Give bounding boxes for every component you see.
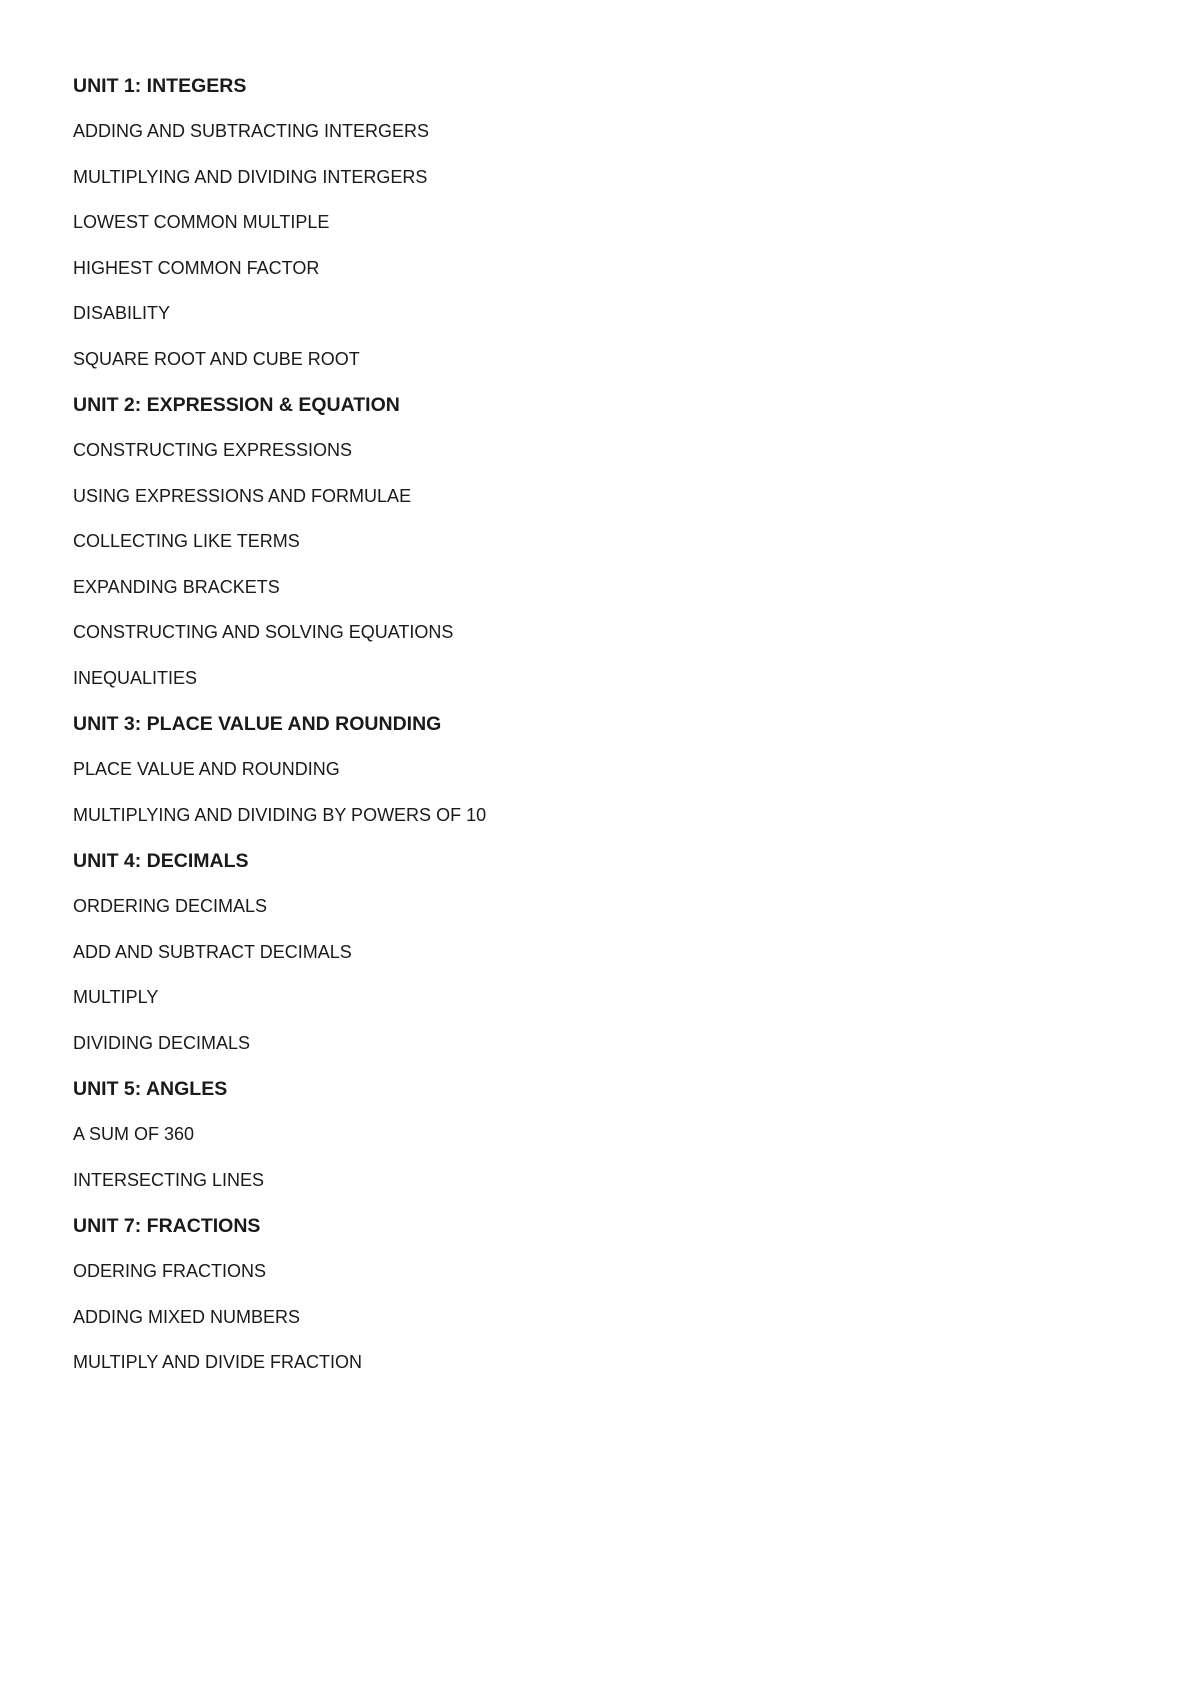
topic-item: A SUM OF 360 [73, 1124, 195, 1144]
topic-item: PLACE VALUE AND ROUNDING [73, 759, 340, 779]
unit-heading: UNIT 4: DECIMALS [73, 850, 249, 872]
topic-item: DIVIDING DECIMALS [73, 1032, 251, 1053]
topic-item: ADD AND SUBTRACT DECIMALS [73, 941, 352, 962]
topic-item: LOWEST COMMON MULTIPLE [73, 212, 330, 232]
topic-item: MULTIPLYING AND DIVIDING INTERGERS [73, 166, 428, 187]
topic-item: HIGHEST COMMON FACTOR [73, 257, 320, 278]
topic-item: INEQUALITIES [73, 667, 198, 688]
topic-item: ADDING AND SUBTRACTING INTERGERS [73, 121, 430, 141]
topic-item: CONSTRUCTING AND SOLVING EQUATIONS [73, 622, 454, 642]
document-page [73, 74, 1123, 1397]
unit-heading: UNIT 2: EXPRESSION & EQUATION [73, 394, 400, 416]
topic-item: ODERING FRACTIONS [73, 1261, 267, 1281]
unit-section [73, 1214, 1123, 1373]
topic-item: MULTIPLYING AND DIVIDING BY POWERS OF 10 [73, 804, 487, 825]
unit-section [73, 393, 1123, 689]
topic-item: USING EXPRESSIONS AND FORMULAE [73, 485, 412, 506]
topic-item: DISABILITY [73, 303, 171, 323]
topic-item: COLLECTING LIKE TERMS [73, 531, 300, 551]
topic-item: ADDING MIXED NUMBERS [73, 1306, 301, 1327]
topic-item: INTERSECTING LINES [73, 1169, 265, 1190]
topic-item: CONSTRUCTING EXPRESSIONS [73, 440, 353, 460]
unit-section [73, 1077, 1123, 1191]
unit-heading: UNIT 3: PLACE VALUE AND ROUNDING [73, 713, 442, 735]
topic-item: EXPANDING BRACKETS [73, 576, 280, 597]
topic-item: MULTIPLY AND DIVIDE FRACTION [73, 1352, 363, 1372]
unit-heading: UNIT 7: FRACTIONS [73, 1215, 261, 1237]
topic-item: SQUARE ROOT AND CUBE ROOT [73, 348, 360, 369]
topic-item: ORDERING DECIMALS [73, 896, 268, 916]
unit-section [73, 712, 1123, 826]
unit-heading: UNIT 1: INTEGERS [73, 75, 247, 97]
unit-section [73, 74, 1123, 370]
unit-section [73, 849, 1123, 1054]
topic-item: MULTIPLY [73, 987, 159, 1007]
unit-heading: UNIT 5: ANGLES [73, 1078, 228, 1100]
